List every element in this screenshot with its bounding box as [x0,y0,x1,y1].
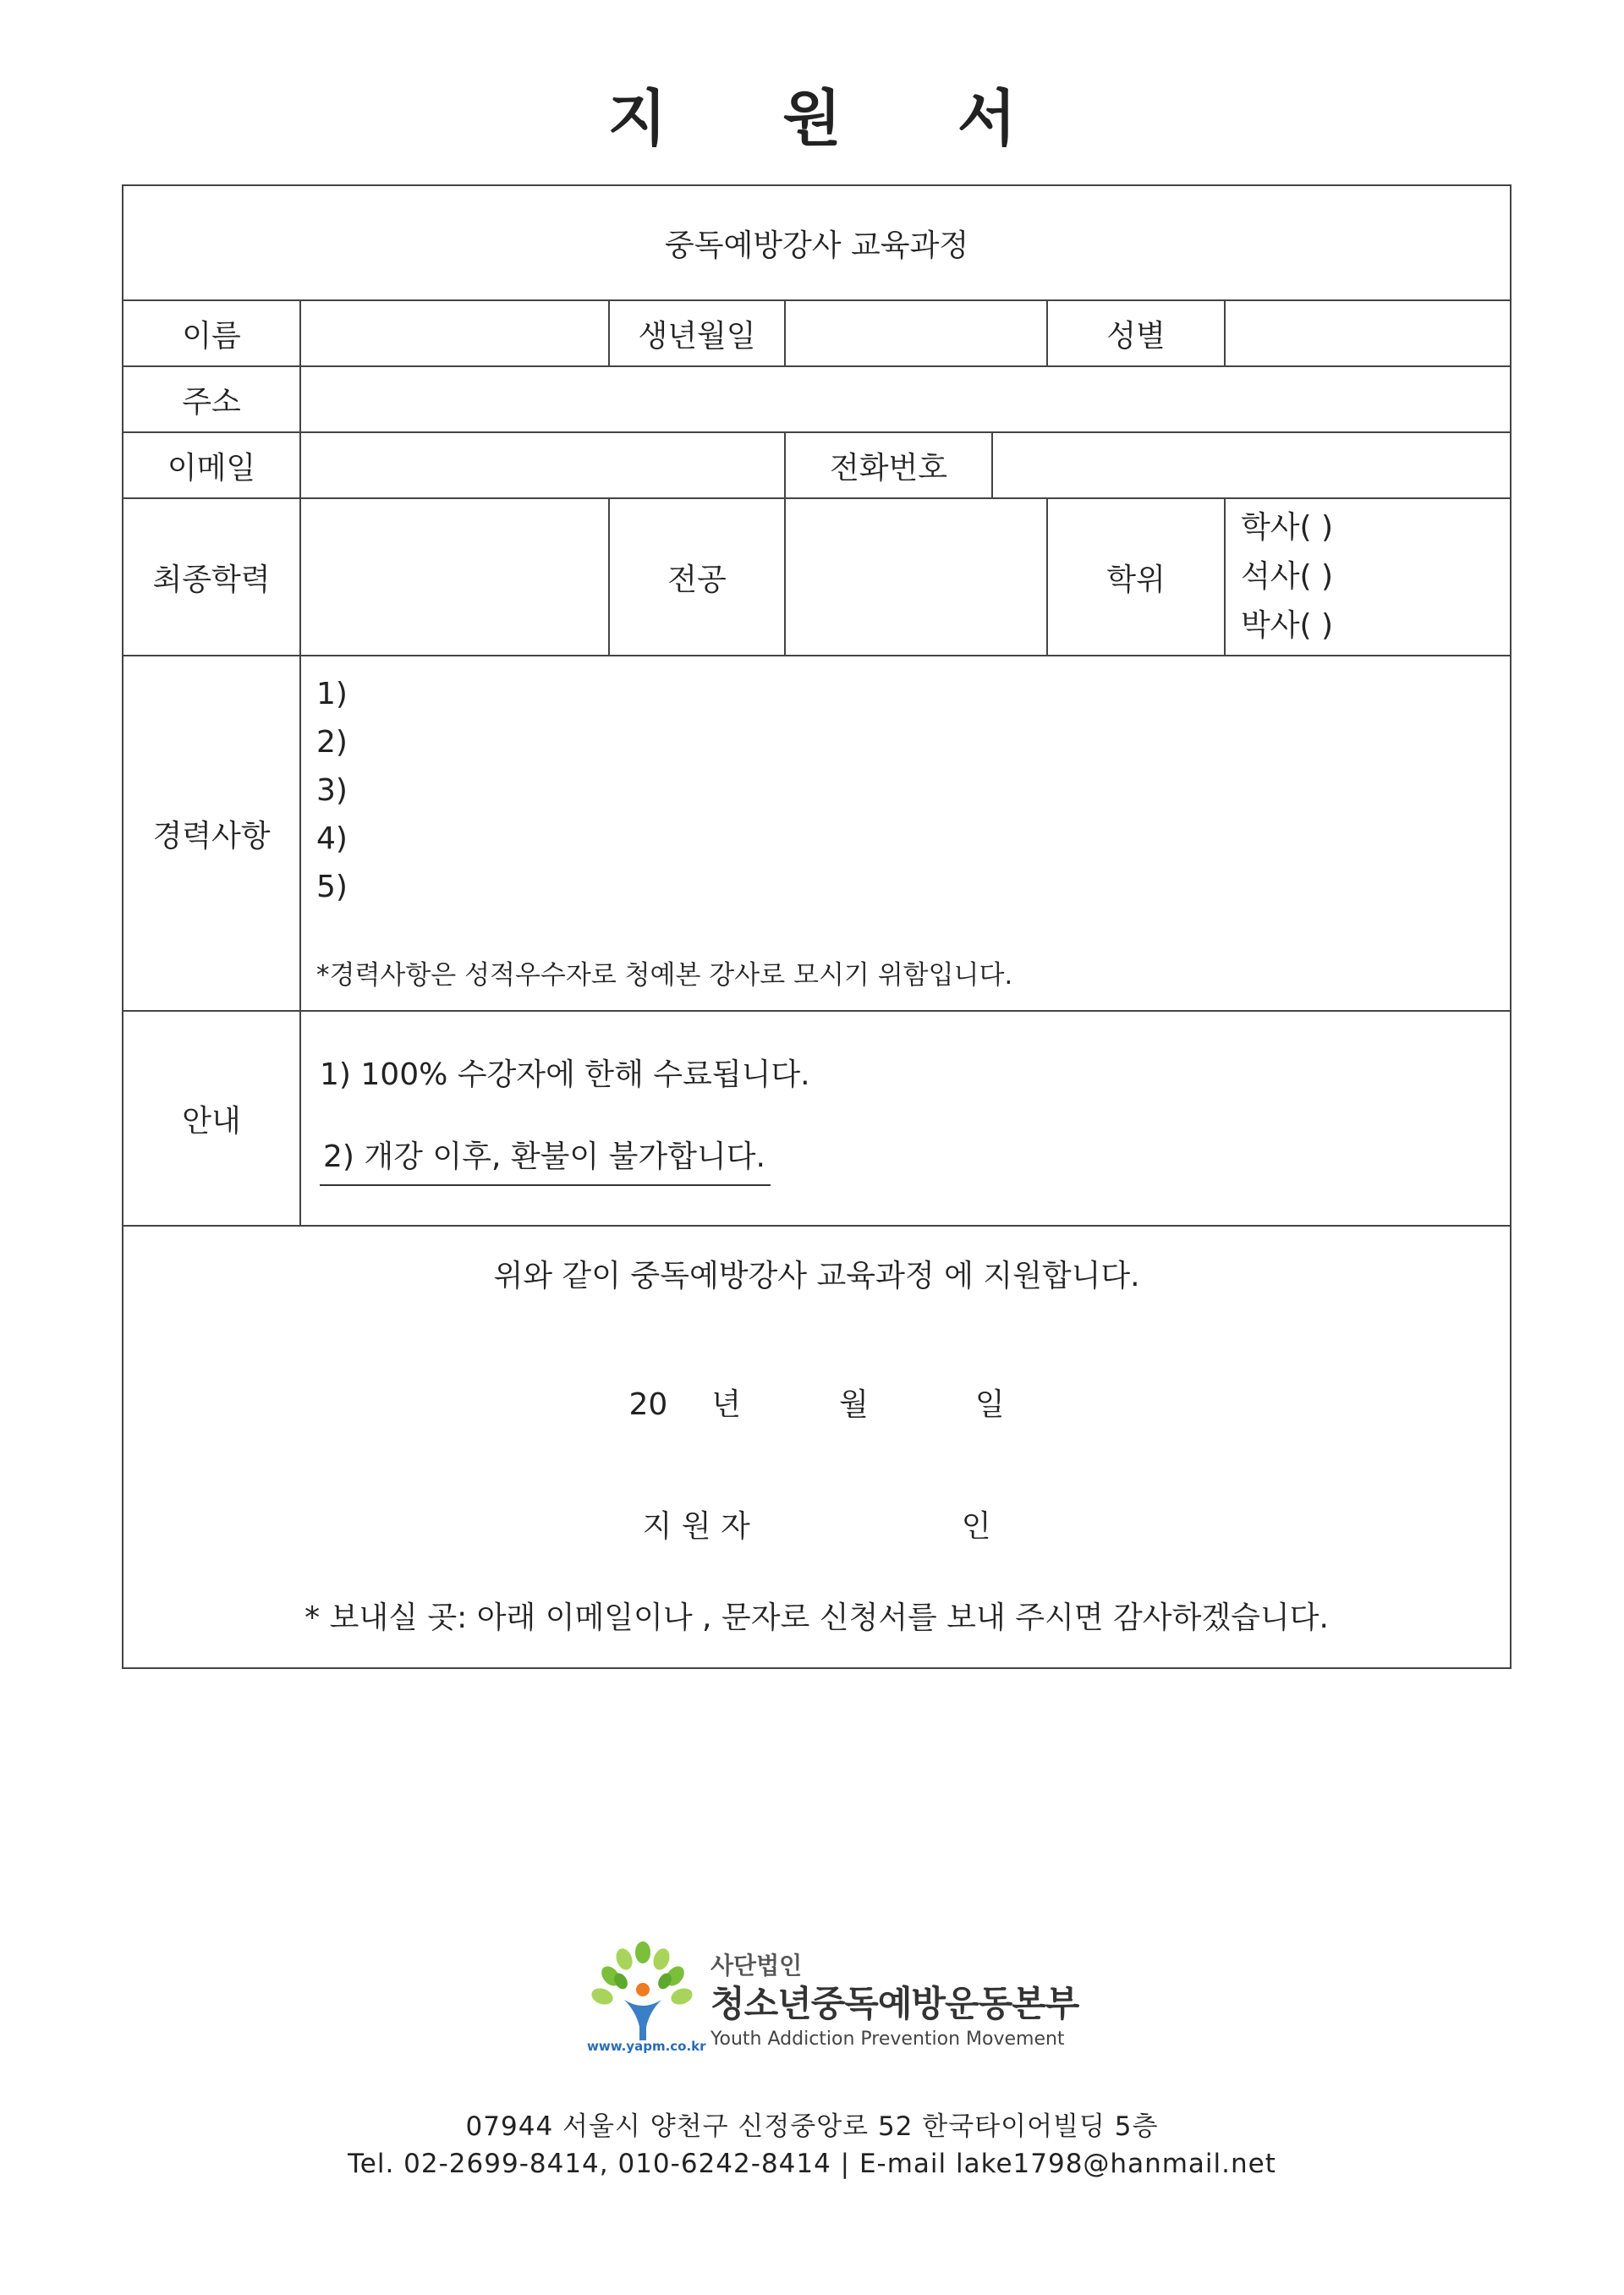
notice-content [300,1011,1511,1226]
career-item-5: 5) [316,870,348,904]
birth-label: 생년월일 [609,300,785,366]
notice-label: 안내 [123,1011,300,1226]
career-field[interactable] [300,656,1511,1011]
degree-options [1225,498,1511,656]
logo-url: www.yapm.co.kr [587,2039,706,2054]
notice-item-1: 1) 100% 수강자에 한해 수료됩니다. [320,1057,810,1092]
name-field[interactable] [300,300,609,366]
notice-item-2: 2) 개강 이후, 환불이 불가합니다. [320,1133,771,1186]
logo-subtitle: 사단법인 [710,1952,803,1979]
degree-option-master[interactable]: 석사( ) [1241,559,1334,594]
education-field[interactable] [300,498,609,656]
year-prefix: 20 [628,1387,668,1422]
email-label: 이메일 [123,432,300,498]
career-item-4: 4) [316,821,348,856]
seal-label[interactable]: 인 [961,1509,991,1544]
organization-logo [587,1934,1079,2061]
gender-field[interactable] [1225,300,1511,366]
document-title [0,69,1624,157]
applicant-label: 지 원 자 [642,1509,750,1544]
education-label: 최종학력 [123,498,300,656]
career-note: *경력사항은 성적우수자로 청예본 강사로 모시기 위함입니다. [316,960,1013,991]
signature-section [123,1226,1511,1668]
course-title: 중독예방강사 교육과정 [123,185,1511,300]
application-statement: 위와 같이 중독예방강사 교육과정 에 지원합니다. [493,1259,1140,1293]
major-label: 전공 [609,498,785,656]
logo-organization-name: 청소년중독예방운동본부 [710,1983,1079,2024]
application-form-table [122,184,1512,1669]
logo-english-name: Youth Addiction Prevention Movement [710,2029,1065,2050]
degree-option-doctor[interactable]: 박사( ) [1241,608,1334,643]
day-label: 일 [974,1387,1005,1422]
career-item-2: 2) [316,725,348,760]
address-label: 주소 [123,366,300,432]
birth-field[interactable] [785,300,1047,366]
major-field[interactable] [785,498,1047,656]
title-char-3: 서 [957,83,1017,154]
career-item-3: 3) [316,773,348,808]
career-item-1: 1) [316,677,348,711]
degree-option-bachelor[interactable]: 학사( ) [1241,510,1334,545]
phone-field[interactable] [992,432,1511,498]
name-label: 이름 [123,300,300,366]
footer-address: 07944 서울시 양천구 신정중앙로 52 한국타이어빌딩 5층 [465,2111,1159,2142]
year-label: 년 [711,1387,742,1422]
title-char-2: 원 [782,83,842,154]
month-label: 월 [839,1387,869,1422]
send-instruction: * 보내실 곳: 아래 이메일이나 , 문자로 신청서를 보내 주시면 감사하겠습니다. [304,1600,1329,1635]
applicant-line [123,1502,1510,1546]
title-char-1: 지 [607,83,667,154]
date-line [123,1381,1510,1424]
phone-label: 전화번호 [785,432,992,498]
degree-label: 학위 [1047,498,1225,656]
career-label: 경력사항 [123,656,300,1011]
footer-contact: Tel. 02-2699-8414, 010-6242-8414 | E-mail lake1798@hanmail.net [348,2149,1276,2179]
email-field[interactable] [300,432,785,498]
address-field[interactable] [300,366,1511,432]
gender-label: 성별 [1047,300,1225,366]
